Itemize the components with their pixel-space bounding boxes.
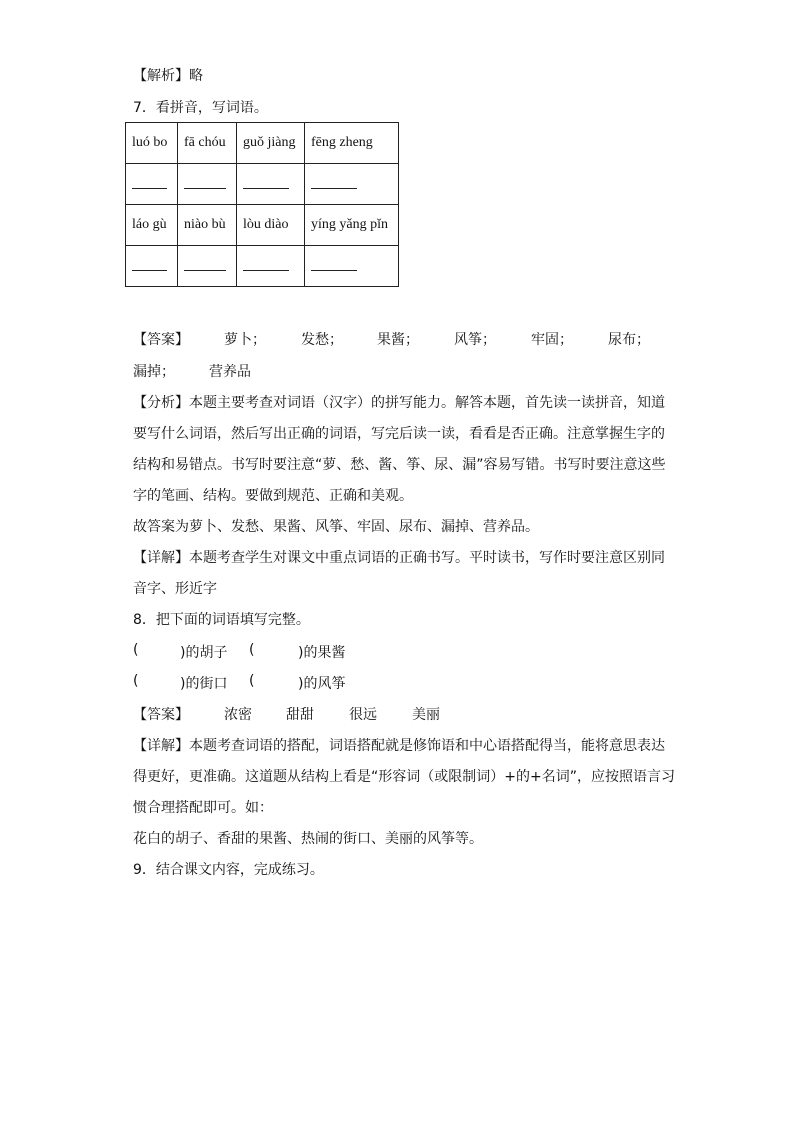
fill-item: )的果酱 [298, 645, 346, 661]
paren-open: ( [249, 642, 255, 658]
answer-blank-cell[interactable] [237, 164, 305, 205]
blank-line [184, 269, 226, 271]
q8-detail-line: 惯合理搭配即可。如： [133, 800, 273, 816]
fill-item: )的胡子 [180, 645, 228, 661]
q7-analysis-line: 要写什么词语，然后写出正确的词语，写完后读一读，看看是否正确。注意掌握生字的 [133, 426, 665, 442]
q9-title: 9．结合课文内容，完成练习。 [133, 862, 324, 878]
q7-analysis-line: 故答案为萝卜、发愁、果酱、风筝、牢固、尿布、漏掉、营养品。 [133, 519, 539, 535]
answer-item: 很远 [349, 707, 377, 723]
paren-open: ( [249, 673, 255, 689]
answer-blank-cell[interactable] [178, 246, 237, 287]
blank-line [311, 187, 357, 189]
answer-label: 【答案】 [133, 707, 189, 723]
q8-detail-line: 花白的胡子、香甜的果酱、热闹的街口、美丽的风筝等。 [133, 831, 483, 847]
q8-detail-line: 【详解】本题考查词语的搭配，词语搭配就是修饰语和中心语搭配得当，能将意思表达 [133, 738, 665, 754]
table-row [126, 123, 399, 164]
q7-answer-row-2 [133, 362, 433, 382]
pinyin-cell: fēng zheng [305, 123, 399, 164]
answer-item: 营养品 [209, 364, 251, 380]
pinyin-cell: guǒ jiàng [237, 123, 305, 164]
q7-analysis-line: 【分析】本题主要考查对词语（汉字）的拼写能力。解答本题，首先读一读拼音，知道 [133, 395, 665, 411]
blank-line [132, 187, 167, 189]
pinyin-cell: yíng yǎng pǐn [305, 205, 399, 246]
answer-blank-cell[interactable] [126, 246, 178, 287]
q7-answer-row-1 [133, 330, 693, 350]
answer-item: 风筝； [454, 332, 496, 348]
top-analysis [133, 66, 203, 86]
q7-analysis-line: 字的笔画、结构。要做到规范、正确和美观。 [133, 488, 413, 504]
answer-item: 尿布； [608, 332, 650, 348]
answer-item: 漏掉； [133, 364, 175, 380]
pinyin-cell: fā chóu [178, 123, 237, 164]
answer-blank-cell[interactable] [237, 246, 305, 287]
answer-blank-cell[interactable] [305, 164, 399, 205]
pinyin-cell: luó bo [126, 123, 178, 164]
pinyin-cell: lòu diào [237, 205, 305, 246]
answer-item: 萝卜； [224, 332, 266, 348]
pinyin-table [125, 122, 399, 287]
table-row [126, 246, 399, 287]
fill-item: )的街口 [180, 676, 228, 692]
q7-detail-line: 音字、形近字 [133, 581, 217, 597]
q7-analysis-line: 结构和易错点。书写时要注意“萝、愁、酱、筝、尿、漏”容易写错。书写时要注意这些 [133, 457, 666, 473]
blank-line [132, 269, 167, 271]
q8-detail-line: 得更好，更准确。这道题从结构上看是“形容词（或限制词）+的+名词”，应按照语言习 [133, 769, 675, 785]
answer-label: 【答案】 [133, 332, 189, 348]
answer-item: 甜甜 [286, 707, 314, 723]
answer-blank-cell[interactable] [305, 246, 399, 287]
answer-item: 美丽 [412, 707, 440, 723]
answer-item: 发愁； [301, 332, 343, 348]
blank-line [311, 269, 357, 271]
table-row [126, 164, 399, 205]
answer-blank-cell[interactable] [178, 164, 237, 205]
analysis-text: 略 [189, 68, 203, 84]
q7-title: 7．看拼音，写词语。 [133, 100, 268, 116]
answer-item: 浓密 [224, 707, 252, 723]
paren-open: ( [133, 642, 139, 658]
answer-item: 牢固； [531, 332, 573, 348]
q7-detail-line: 【详解】本题考查学生对课文中重点词语的正确书写。平时读书，写作时要注意区别同 [133, 550, 665, 566]
table-row [126, 205, 399, 246]
blank-line [184, 187, 226, 189]
fill-item: )的风筝 [298, 676, 346, 692]
blank-line [243, 269, 289, 271]
q8-title: 8．把下面的词语填写完整。 [133, 612, 310, 628]
paren-open: ( [133, 673, 139, 689]
answer-item: 果酱； [377, 332, 419, 348]
blank-line [243, 187, 289, 189]
q8-answer-row [133, 705, 533, 725]
analysis-label: 【解析】 [133, 68, 189, 84]
pinyin-cell: niào bù [178, 205, 237, 246]
answer-blank-cell[interactable] [126, 164, 178, 205]
pinyin-cell: láo gù [126, 205, 178, 246]
